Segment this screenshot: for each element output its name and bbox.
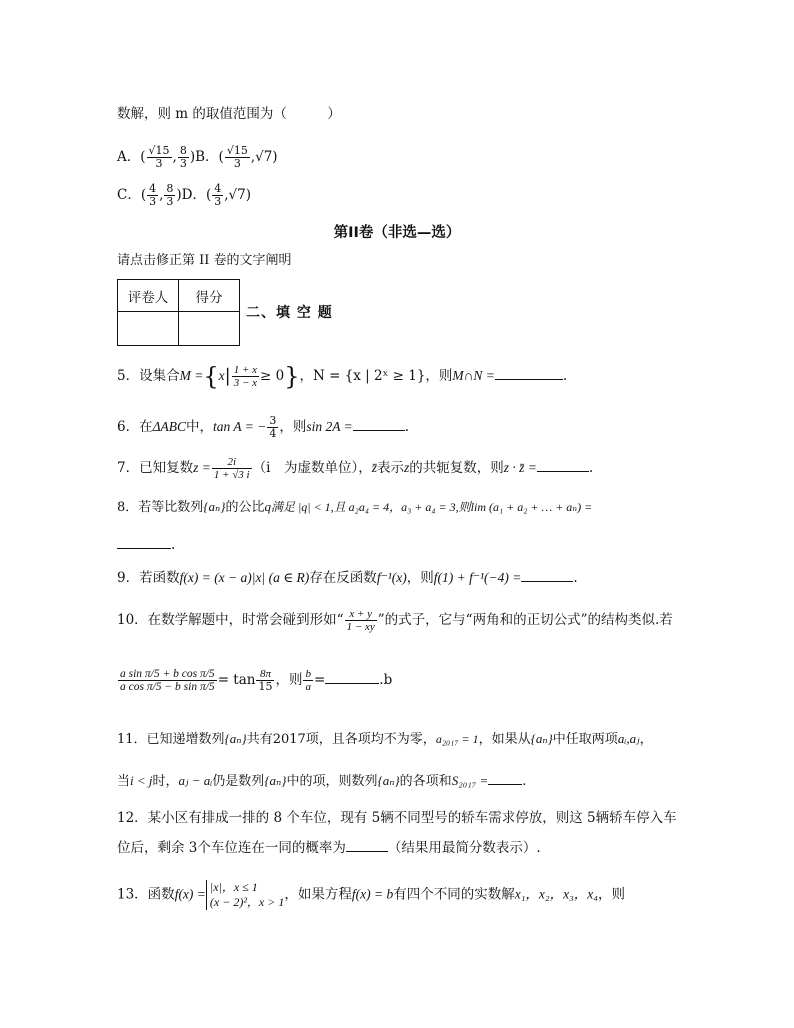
choice-b-label: )B．( <box>189 149 224 165</box>
choice-c-fraction-1: $\frac{4}{3}$ <box>149 182 157 208</box>
question-10-condition: $\frac{\text{a sin π/5 + b cos π/5}}{\text{a cos π/5 − b sin π/5}}$ = tan $\frac{8\pi}{15}$ ，则 $\frac{b}{a}$ = .b <box>120 668 393 693</box>
question-12-line-2: 位后，剩余 3个车位连在一同的概率为 （结果用最简分数表示）. <box>117 840 541 856</box>
question-12: 12．某小区有排成一排的 8 个车位，现有 5辆不同型号的轿车需求停放，则这 5辆轿车停入车 <box>117 810 677 826</box>
choice-b-fraction: $\frac{√15}{3}$ <box>226 144 248 170</box>
question-7: 7．已知复数z = $\frac{2i}{1 + √3 i}$ （i 为虚数单位），z̄表示z的共轭复数，则z · z̄ = . <box>117 456 594 481</box>
question-10-ratio-fraction: $\frac{b}{a}$ <box>305 668 311 693</box>
question-5-fraction: $\frac{1 + x}{3 - x}$ <box>233 364 257 389</box>
question-10: 10．在数学解题中，时常会碰到形如“ $\frac{x + y}{1 - xy}$ ”的式子，它与“两角和的正切公式”的结构类似.若 <box>117 608 673 633</box>
choice-row-ab: A．( $\frac{√15}{3}$ , $\frac{8}{3}$ )B．( $\frac{√15}{3}$ ,√7) <box>117 144 278 170</box>
section-title: 第II卷（非选—选） <box>333 225 461 241</box>
question-8-answer-line: . <box>117 535 175 555</box>
question-10-fraction: $\frac{x + y}{1 - xy}$ <box>346 608 375 633</box>
answer-blank-9[interactable] <box>521 569 573 582</box>
choice-c-fraction-2: $\frac{8}{3}$ <box>166 182 174 208</box>
fill-in-section-title: 二、填 空 题 <box>246 305 333 321</box>
question-6: 6．在ΔABC中，tan A = − $\frac{3}{4}$ ，则sin 2A = . <box>117 414 410 440</box>
choice-row-cd: C．( $\frac{4}{3}$ , $\frac{8}{3}$ )D．( $\frac{4}{3}$ ,√7) <box>117 182 252 208</box>
choice-a-fraction-2: $\frac{8}{3}$ <box>179 144 187 170</box>
choice-a-fraction-1: $\frac{√15}{3}$ <box>148 144 170 170</box>
choice-c-label: C．( <box>117 187 147 203</box>
section-note: 请点击修正第 II 卷的文字阐明 <box>117 253 292 268</box>
question-10-tan-fraction: $\frac{8\pi}{15}$ <box>258 668 273 693</box>
answer-blank-8[interactable] <box>117 536 171 549</box>
question-5: 5．设集合M ={x| $\frac{1 + x}{3 - x}$ ≥ 0}，N = {x | 2ˣ ≥ 1}，则M∩N = . <box>117 362 568 391</box>
question-7-fraction: $\frac{2i}{1 + √3 i}$ <box>213 456 250 481</box>
choice-d-fraction: $\frac{4}{3}$ <box>214 182 222 208</box>
question-4-continuation: 数解，则 m 的取值范围为（ ） <box>117 106 341 122</box>
score-table-cell-score <box>179 312 240 346</box>
score-table-cell-grader <box>118 312 179 346</box>
answer-blank-11[interactable] <box>488 772 522 785</box>
choice-a-label: A．( <box>117 149 146 165</box>
score-table-header-grader: 评卷人 <box>118 280 179 312</box>
question-8: 8．若等比数列{aₙ}的公比q满足 |q| < 1,且 a₂a₄ = 4，a₃ + a₄ = 3,则lim (a₁ + a₂ + … + aₙ) = <box>117 499 593 515</box>
answer-blank-10[interactable] <box>325 671 379 684</box>
question-10-big-fraction: $\frac{\text{a sin π/5 + b cos π/5}}{\text{a cos π/5 − b sin π/5}}$ <box>120 668 215 693</box>
question-6-fraction: $\frac{3}{4}$ <box>269 414 277 440</box>
answer-blank-6[interactable] <box>353 418 405 431</box>
score-table <box>117 279 240 346</box>
question-11: 11．已知递增数列{aₙ}共有2017项，且各项均不为零，a₂₀₁₇ = 1，如果从{aₙ}中任取两项aᵢ,aⱼ， <box>117 731 653 747</box>
answer-blank-5[interactable] <box>495 367 563 380</box>
question-11-line-2: 当i < j时，aⱼ − aᵢ仍是数列{aₙ}中的项，则数列{aₙ}的各项和S₂₀₁₇ = . <box>117 773 527 789</box>
answer-blank-12[interactable] <box>346 839 388 852</box>
answer-blank-7[interactable] <box>537 459 589 472</box>
question-9: 9．若函数f(x) = (x − a)|x| (a ∈ R)存在反函数f⁻¹(x)，则f(1) + f⁻¹(−4) = . <box>117 570 578 586</box>
score-table-header-score: 得分 <box>179 280 240 312</box>
piecewise-function: |x|，x ≤ 1 (x − 2)²，x > 1 <box>206 880 284 910</box>
choice-d-label: )D．( <box>176 187 212 203</box>
question-13: 13．函数f(x) = |x|，x ≤ 1 (x − 2)²，x > 1 ，如果方程f(x) = b有四个不同的实数解x₁，x₂，x₃，x₄，则 <box>117 880 625 909</box>
